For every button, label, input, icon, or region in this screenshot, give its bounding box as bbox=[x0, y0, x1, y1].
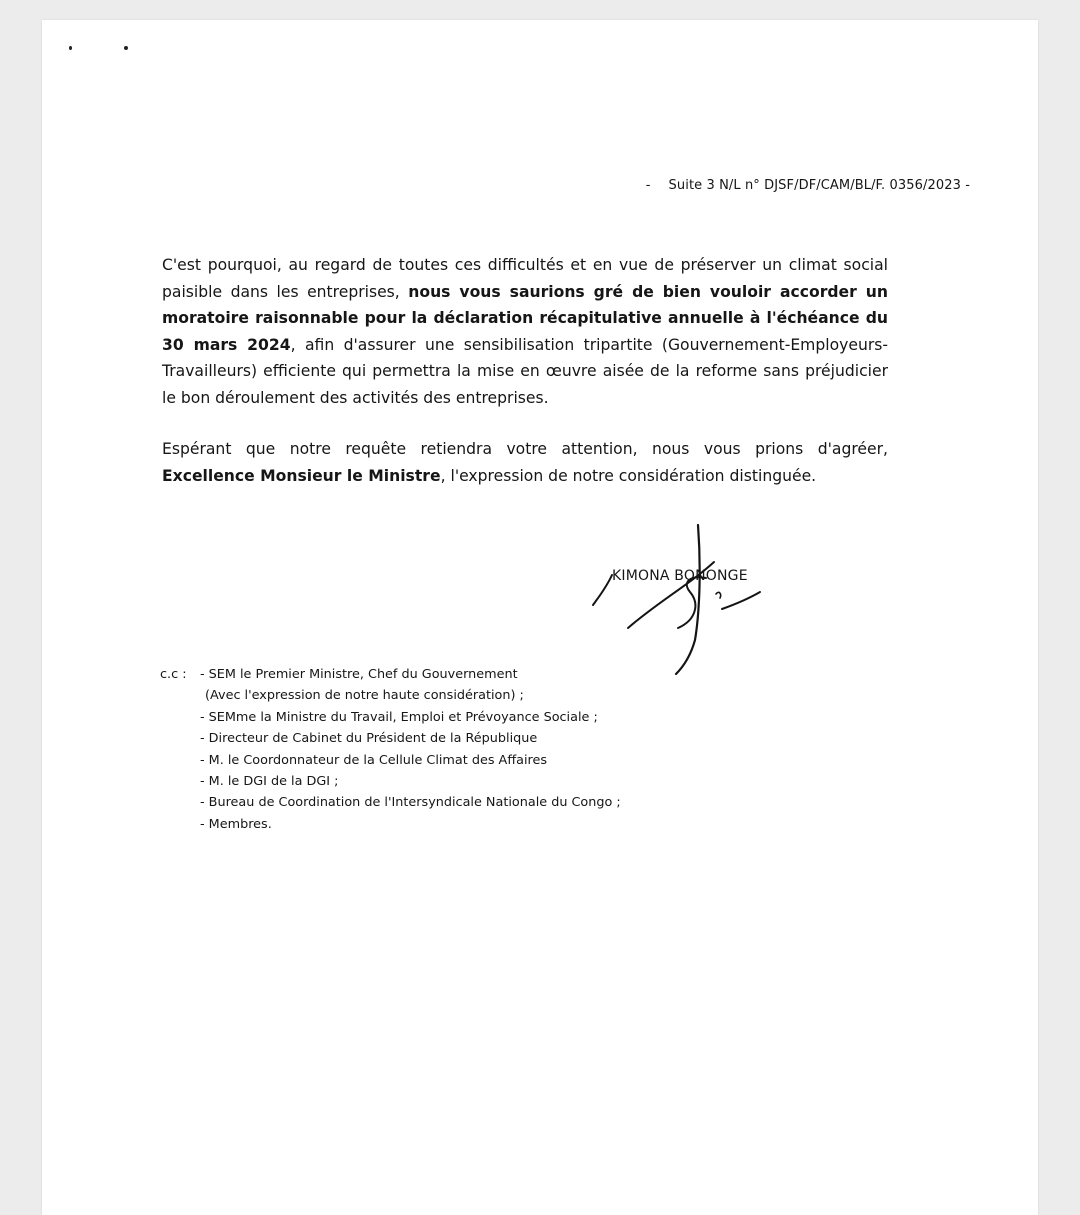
closing-paragraph bbox=[162, 436, 888, 489]
cc-recipient: - Membres. bbox=[200, 816, 272, 832]
signatory-name: KIMONA BONONGE bbox=[612, 568, 748, 584]
closing-rest: , l'expression de notre considération distinguée. bbox=[440, 466, 817, 485]
handwritten-signature bbox=[540, 520, 780, 680]
request-paragraph bbox=[162, 252, 888, 411]
cc-first-recipient: - SEM le Premier Ministre, Chef du Gouvernement bbox=[200, 667, 518, 682]
scan-speck bbox=[124, 46, 128, 50]
closing-intro: Espérant que notre requête retiendra votre attention, nous vous prions d'agréer, bbox=[162, 440, 888, 458]
scan-speck bbox=[69, 46, 72, 50]
cc-label: c.c : bbox=[160, 667, 187, 682]
cc-recipient: - Bureau de Coordination de l'Intersyndicale Nationale du Congo ; bbox=[200, 795, 621, 811]
cc-first-row bbox=[160, 664, 621, 685]
cc-list bbox=[160, 664, 621, 835]
closing-addressee: Excellence Monsieur le Ministre bbox=[162, 466, 441, 485]
reference-dash: - bbox=[645, 178, 651, 193]
cc-recipient: - SEMme la Ministre du Travail, Emploi et Prévoyance Sociale ; bbox=[200, 709, 598, 725]
request-intro: C'est pourquoi, au regard de toutes ces difficultés et en vue de préserver un climat social paisible dans les entreprises, bbox=[162, 256, 888, 301]
cc-recipient: - Directeur de Cabinet du Président de la République bbox=[200, 731, 538, 747]
reference-number: Suite 3 N/L n° DJSF/DF/CAM/BL/F. 0356/2023 - bbox=[668, 178, 970, 193]
cc-recipient: - M. le DGI de la DGI ; bbox=[200, 774, 339, 790]
letter-reference bbox=[646, 178, 970, 193]
request-main: nous vous saurions gré de bien vouloir accorder un moratoire raisonnable pour la déclaration récapitulative annuelle à l'échéance du 30 mars 2024 bbox=[162, 282, 888, 354]
cc-first-note: (Avec l'expression de notre haute considération) ; bbox=[205, 688, 524, 704]
request-rest: , afin d'assurer une sensibilisation tripartite (Gouvernement-Employeurs-Travailleurs) efficiente qui permettra la mise en œuvre aisée de la reforme sans préjudicier le bon déroulement des activités des entreprises. bbox=[162, 335, 889, 407]
cc-recipient: - M. le Coordonnateur de la Cellule Climat des Affaires bbox=[200, 752, 548, 768]
